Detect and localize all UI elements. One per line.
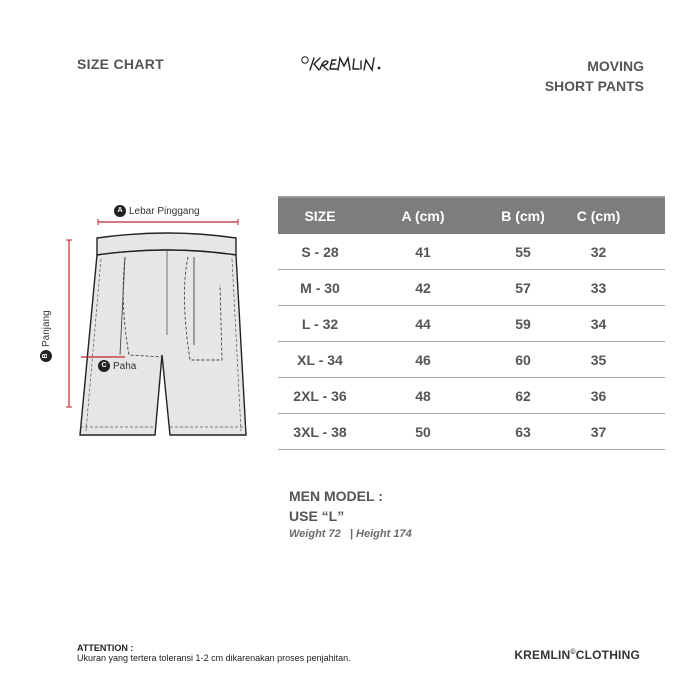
product-name-line2: SHORT PANTS — [544, 78, 644, 94]
c-cell: 36 — [590, 387, 607, 404]
a-cell: 42 — [415, 279, 431, 296]
c-cell: 34 — [590, 315, 607, 332]
size-cell: S - 28 — [301, 243, 339, 260]
model-info — [289, 486, 412, 540]
model-size: USE “L” — [289, 508, 345, 524]
product-name-line1: MOVING — [587, 58, 644, 74]
badge-a: A — [114, 205, 126, 217]
attention-title: ATTENTION : — [77, 643, 134, 653]
thigh-text: Paha — [113, 360, 137, 372]
model-stats: Weight 72 | Height 174 — [289, 528, 412, 540]
size-cell: 2XL - 36 — [293, 387, 347, 404]
c-cell: 33 — [590, 279, 607, 296]
b-cell: 63 — [515, 423, 531, 440]
c-cell: 35 — [590, 351, 607, 368]
kremlin-logo — [300, 52, 400, 76]
header-b: B (cm) — [501, 208, 545, 224]
attention-text: Ukuran yang tertera toleransi 1-2 cm dikarenakan proses penjahitan. — [77, 653, 351, 663]
header-a: A (cm) — [401, 208, 445, 224]
header-c: C (cm) — [576, 208, 621, 224]
table-row — [278, 306, 665, 342]
waist-width-text: Lebar Pinggang — [129, 205, 200, 217]
length-label — [40, 310, 52, 362]
header-size: SIZE — [304, 208, 336, 224]
table-header — [278, 196, 665, 234]
a-cell: 44 — [415, 315, 431, 332]
product-name — [545, 56, 644, 96]
table-row — [278, 234, 665, 270]
table-row — [278, 414, 665, 450]
brand-main: KREMLIN — [514, 648, 571, 662]
table-row — [278, 378, 665, 414]
b-cell: 59 — [515, 315, 531, 332]
size-cell: 3XL - 38 — [293, 423, 347, 440]
b-cell: 55 — [515, 243, 531, 260]
a-cell: 50 — [415, 423, 431, 440]
badge-c: C — [98, 360, 110, 372]
size-cell: L - 32 — [301, 315, 339, 332]
table-row — [278, 342, 665, 378]
shorts-illustration — [50, 195, 260, 445]
brand-suffix: CLOTHING — [575, 648, 640, 662]
brand-mark: © — [570, 649, 576, 656]
size-cell: XL - 34 — [297, 351, 343, 368]
thigh-label — [98, 360, 136, 372]
length-text: Panjang — [40, 310, 52, 347]
b-cell: 60 — [515, 351, 531, 368]
model-title: MEN MODEL : — [289, 488, 383, 504]
size-table — [278, 196, 665, 450]
b-cell: 62 — [515, 387, 531, 404]
size-cell: M - 30 — [300, 279, 340, 296]
c-cell: 37 — [590, 423, 607, 440]
attention-note — [77, 643, 351, 663]
a-cell: 46 — [415, 351, 431, 368]
c-cell: 32 — [590, 243, 607, 260]
size-chart-title: SIZE CHART — [77, 56, 164, 72]
badge-b: B — [40, 350, 52, 362]
table-row — [278, 270, 665, 306]
a-cell: 48 — [415, 387, 431, 404]
brand-name — [514, 648, 640, 662]
b-cell: 57 — [515, 279, 531, 296]
a-cell: 41 — [415, 243, 431, 260]
waist-width-label — [114, 205, 200, 217]
